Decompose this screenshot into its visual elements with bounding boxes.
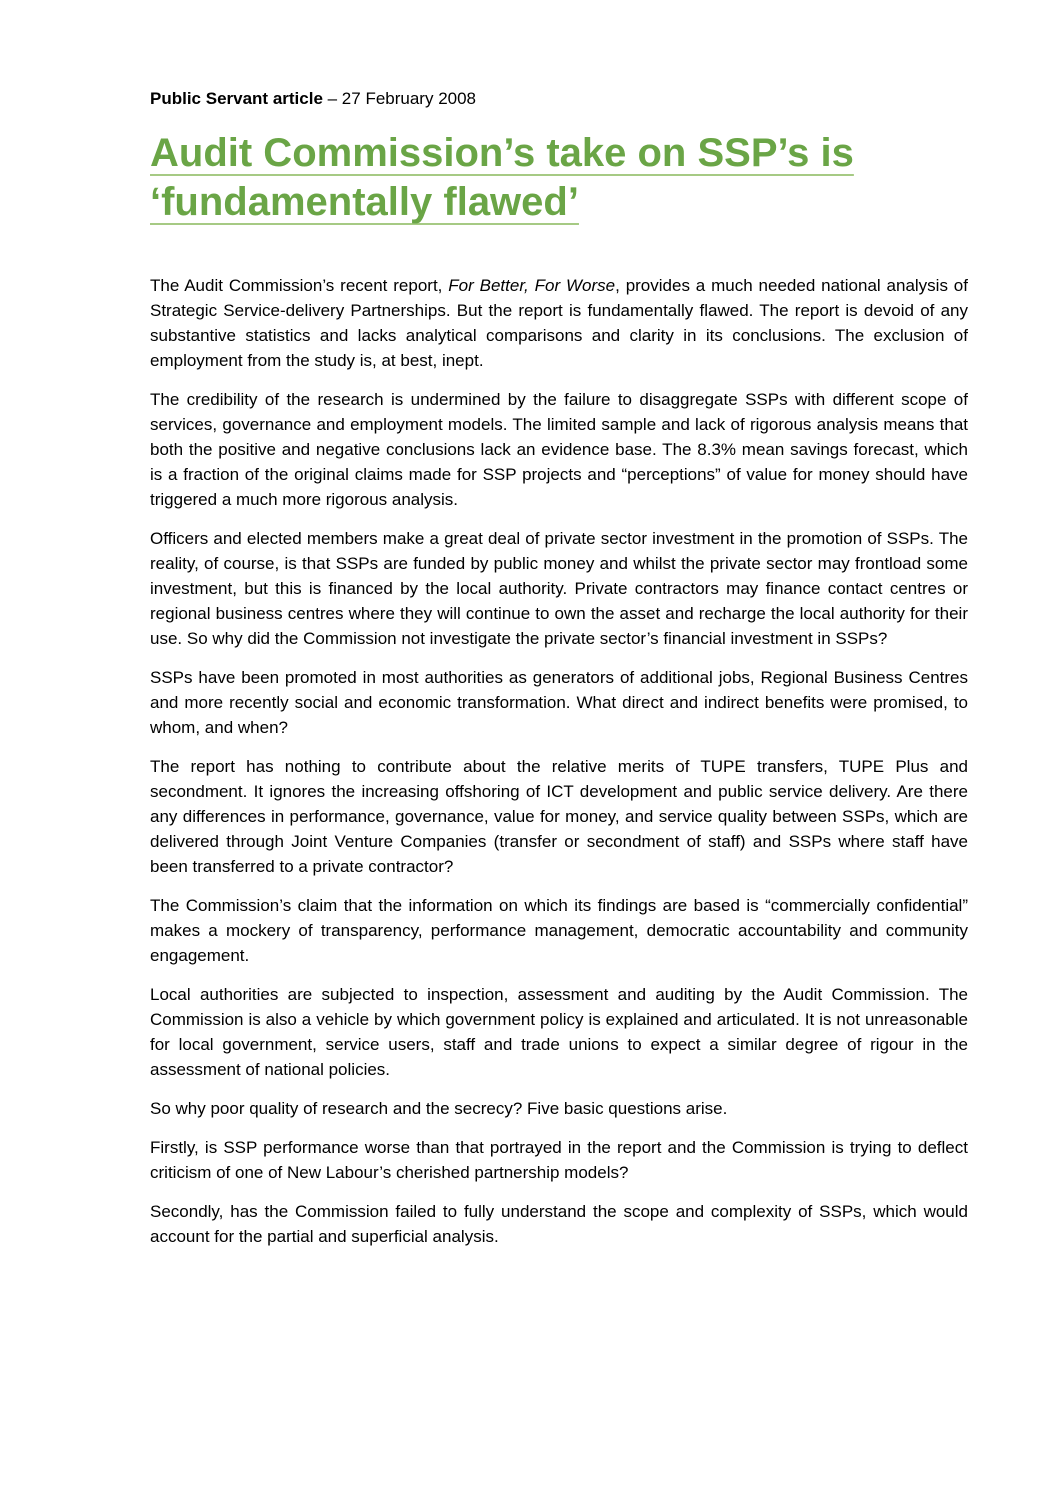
text-run: Local authorities are subjected to inspection, assessment and auditing by the Audit Commission. The Commission is also a vehicle by which government policy is explained and articulated. It is not unreasonable for local government, service users, staff and trade unions to expect a similar degree of rigour in the assessment of national policies.	[150, 985, 968, 1079]
text-run: SSPs have been promoted in most authorities as generators of additional jobs, Regional Business Centres and more recently social and economic transformation. What direct and indirect benefits were promised, to whom, and when?	[150, 668, 968, 737]
article-body	[150, 273, 968, 1249]
article-title-line-2: ‘fundamentally flawed’	[150, 180, 579, 224]
article-title	[150, 129, 968, 227]
text-run: So why poor quality of research and the secrecy? Five basic questions arise.	[150, 1099, 728, 1118]
paragraph	[150, 273, 968, 373]
paragraph	[150, 526, 968, 651]
text-run: Firstly, is SSP performance worse than that portrayed in the report and the Commission is trying to deflect criticism of one of New Labour’s cherished partnership models?	[150, 1138, 968, 1182]
text-run: Secondly, has the Commission failed to fully understand the scope and complexity of SSPs, which would account for the partial and superficial analysis.	[150, 1202, 968, 1246]
text-run: , provides a much needed national analysis of Strategic Service-delivery Partnerships. But the report is fundamentally flawed. The report is devoid of any substantive statistics and lacks analytical comparisons and clarity in its conclusions. The exclusion of employment from the study is, at best, inept.	[150, 276, 968, 370]
paragraph	[150, 387, 968, 512]
text-run: The Commission’s claim that the information on which its findings are based is “commercially confidential” makes a mockery of transparency, performance management, democratic accountability and community engagement.	[150, 896, 968, 965]
article-date: – 27 February 2008	[322, 89, 477, 108]
paragraph	[150, 982, 968, 1082]
text-run: The report has nothing to contribute about the relative merits of TUPE transfers, TUPE Plus and secondment. It ignores the increasing offshoring of ICT development and public service delivery. Are there any differences in performance, governance, value for money, and service quality between SSPs, which are delivered through Joint Venture Companies (transfer or secondment of staff) and SSPs where staff have been transferred to a private contractor?	[150, 757, 968, 876]
text-run: The credibility of the research is undermined by the failure to disaggregate SSPs with different scope of services, governance and employment models. The limited sample and lack of rigorous analysis means that both the positive and negative conclusions lack an evidence base. The 8.3% mean savings forecast, which is a fraction of the original claims made for SSP projects and “perceptions” of value for money should have triggered a much more rigorous analysis.	[150, 390, 968, 509]
text-run: The Audit Commission’s recent report,	[150, 276, 449, 295]
paragraph	[150, 1135, 968, 1185]
italic-text-run: For Better, For Worse	[448, 276, 616, 295]
article-header-line	[150, 86, 968, 111]
article-title-line-1: Audit Commission’s take on SSP’s is	[150, 131, 854, 175]
publication-name: Public Servant article	[150, 89, 323, 108]
paragraph	[150, 893, 968, 968]
paragraph	[150, 1199, 968, 1249]
paragraph	[150, 1096, 968, 1121]
paragraph	[150, 665, 968, 740]
text-run: Officers and elected members make a great deal of private sector investment in the promotion of SSPs. The reality, of course, is that SSPs are funded by public money and whilst the private sector may frontload some investment, but this is financed by the local authority. Private contractors may finance contact centres or regional business centres where they will continue to own the asset and recharge the local authority for their use. So why did the Commission not investigate the private sector’s financial investment in SSPs?	[150, 529, 968, 648]
paragraph	[150, 754, 968, 879]
